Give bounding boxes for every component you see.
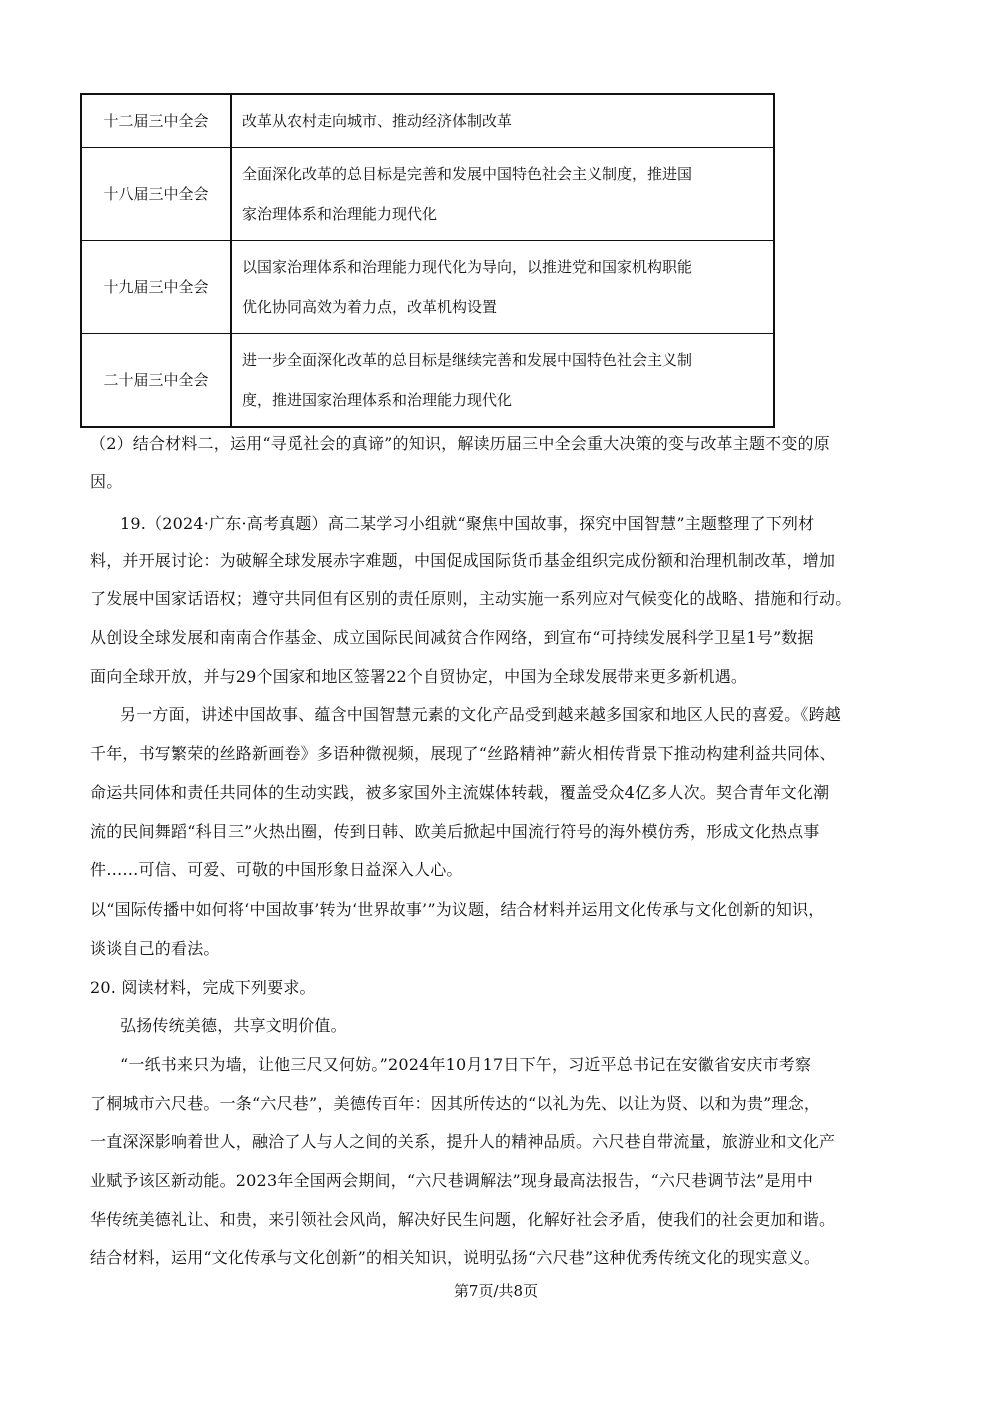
question-19-line: 从创设全球发展和南南合作基金、成立国际民间减贫合作网络，到宣布“可持续发展科学卫星1号”数据 (90, 628, 814, 647)
question-20-heading: 20. 阅读材料，完成下列要求。 (90, 978, 316, 997)
decision-line: 优化协同高效为着力点，改革机构设置 (242, 298, 498, 316)
decision-cell (231, 334, 774, 428)
question-20-line: 业赋予该区新动能。2023年全国两会期间，“六尺巷调解法”现身最高法报告，“六尺巷调节法”是用中 (90, 1171, 814, 1190)
decision-line: 以国家治理体系和治理能力现代化为导向，以推进党和国家机构职能 (242, 258, 693, 276)
question-19-line: 面向全球开放，并与29个国家和地区签署22个自贸协定，中国为全球发展带来更多新机遇。 (90, 667, 748, 686)
question-20-line: 了桐城市六尺巷。一条“六尺巷”，美德传百年：因其所传达的“以礼为先、以让为贤、以和为贵”理念， (90, 1094, 821, 1113)
question-19-line: 了发展中国家话语权；遵守共同但有区别的责任原则，主动实施一系列应对气候变化的战略、措施和行动。 (90, 589, 852, 608)
question-20-line: 一直深深影响着世人，融洽了人与人之间的关系，提升人的精神品质。六尺巷自带流量，旅游业和文化产 (90, 1132, 836, 1151)
question-19-prompt: 谈谈自己的看法。 (90, 939, 220, 958)
question-20-line: 弘扬传统美德，共享文明价值。 (120, 1016, 347, 1035)
table-row (81, 241, 774, 334)
decision-line: 全面深化改革的总目标是完善和发展中国特色社会主义制度，推进国 (242, 165, 693, 183)
table-row (81, 148, 774, 241)
meeting-cell: 十八届三中全会 (81, 148, 231, 241)
question-2-line: 因。 (90, 472, 123, 491)
decision-cell (231, 241, 774, 334)
page-number: 第7页/共8页 (453, 1282, 539, 1300)
question-19-line: 料，并开展讨论：为破解全球发展赤字难题，中国促成国际货币基金组织完成份额和治理机制改革，增加 (90, 551, 836, 570)
table-row (81, 94, 774, 148)
decision-cell (231, 94, 774, 148)
question-19-line: 19.（2024·广东·高考真题）高二某学习小组就“聚焦中国故事，探究中国智慧”主题整理了下列材 (120, 514, 815, 533)
decision-line: 改革从农村走向城市、推动经济体制改革 (242, 112, 513, 130)
question-19-line: 千年，书写繁荣的丝路新画卷》多语种微视频，展现了“丝路精神”薪火相传背景下推动构建利益共同体、 (90, 744, 836, 763)
question-19-line: 件……可信、可爱、可敬的中国形象日益深入人心。 (90, 860, 463, 879)
decision-line: 进一步全面深化改革的总目标是继续完善和发展中国特色社会主义制 (242, 351, 693, 369)
meeting-cell: 十九届三中全会 (81, 241, 231, 334)
meeting-cell: 二十届三中全会 (81, 334, 231, 428)
table-row (81, 334, 774, 428)
question-2-line: （2）结合材料二，运用“寻觅社会的真谛”的知识，解读历届三中全会重大决策的变与改革主题不变的原 (90, 434, 830, 453)
question-20-line: 华传统美德礼让、和贵，来引领社会风尚，解决好民生问题，化解好社会矛盾，使我们的社会更加和谐。 (90, 1210, 836, 1229)
question-19-line: 命运共同体和责任共同体的生动实践，被多家国外主流媒体转载，覆盖受众4亿多人次。契合青年文化潮 (90, 783, 830, 802)
question-20-prompt: 结合材料，运用“文化传承与文化创新”的相关知识，说明弘扬“六尺巷”这种优秀传统文化的现实意义。 (90, 1248, 821, 1267)
decision-line: 度，推进国家治理体系和治理能力现代化 (242, 391, 513, 409)
question-20-line: “一纸书来只为墙，让他三尺又何妨。”2024年10月17日下午，习近平总书记在安徽省安庆市考察 (120, 1055, 812, 1074)
meeting-cell: 十二届三中全会 (81, 94, 231, 148)
question-19-line: 流的民间舞蹈“科目三”火热出圈，传到日韩、欧美后掀起中国流行符号的海外模仿秀，形成文化热点事 (90, 822, 820, 841)
question-19-line: 另一方面，讲述中国故事、蕴含中国智慧元素的文化产品受到越来越多国家和地区人民的喜爱。《跨越 (120, 705, 842, 724)
decision-line: 家治理体系和治理能力现代化 (242, 205, 438, 223)
reform-table (80, 93, 775, 428)
decision-cell (231, 148, 774, 241)
question-19-prompt: 以“国际传播中如何将‘中国故事’转为‘世界故事’”为议题，结合材料并运用文化传承与文化创新的知识， (90, 900, 825, 919)
